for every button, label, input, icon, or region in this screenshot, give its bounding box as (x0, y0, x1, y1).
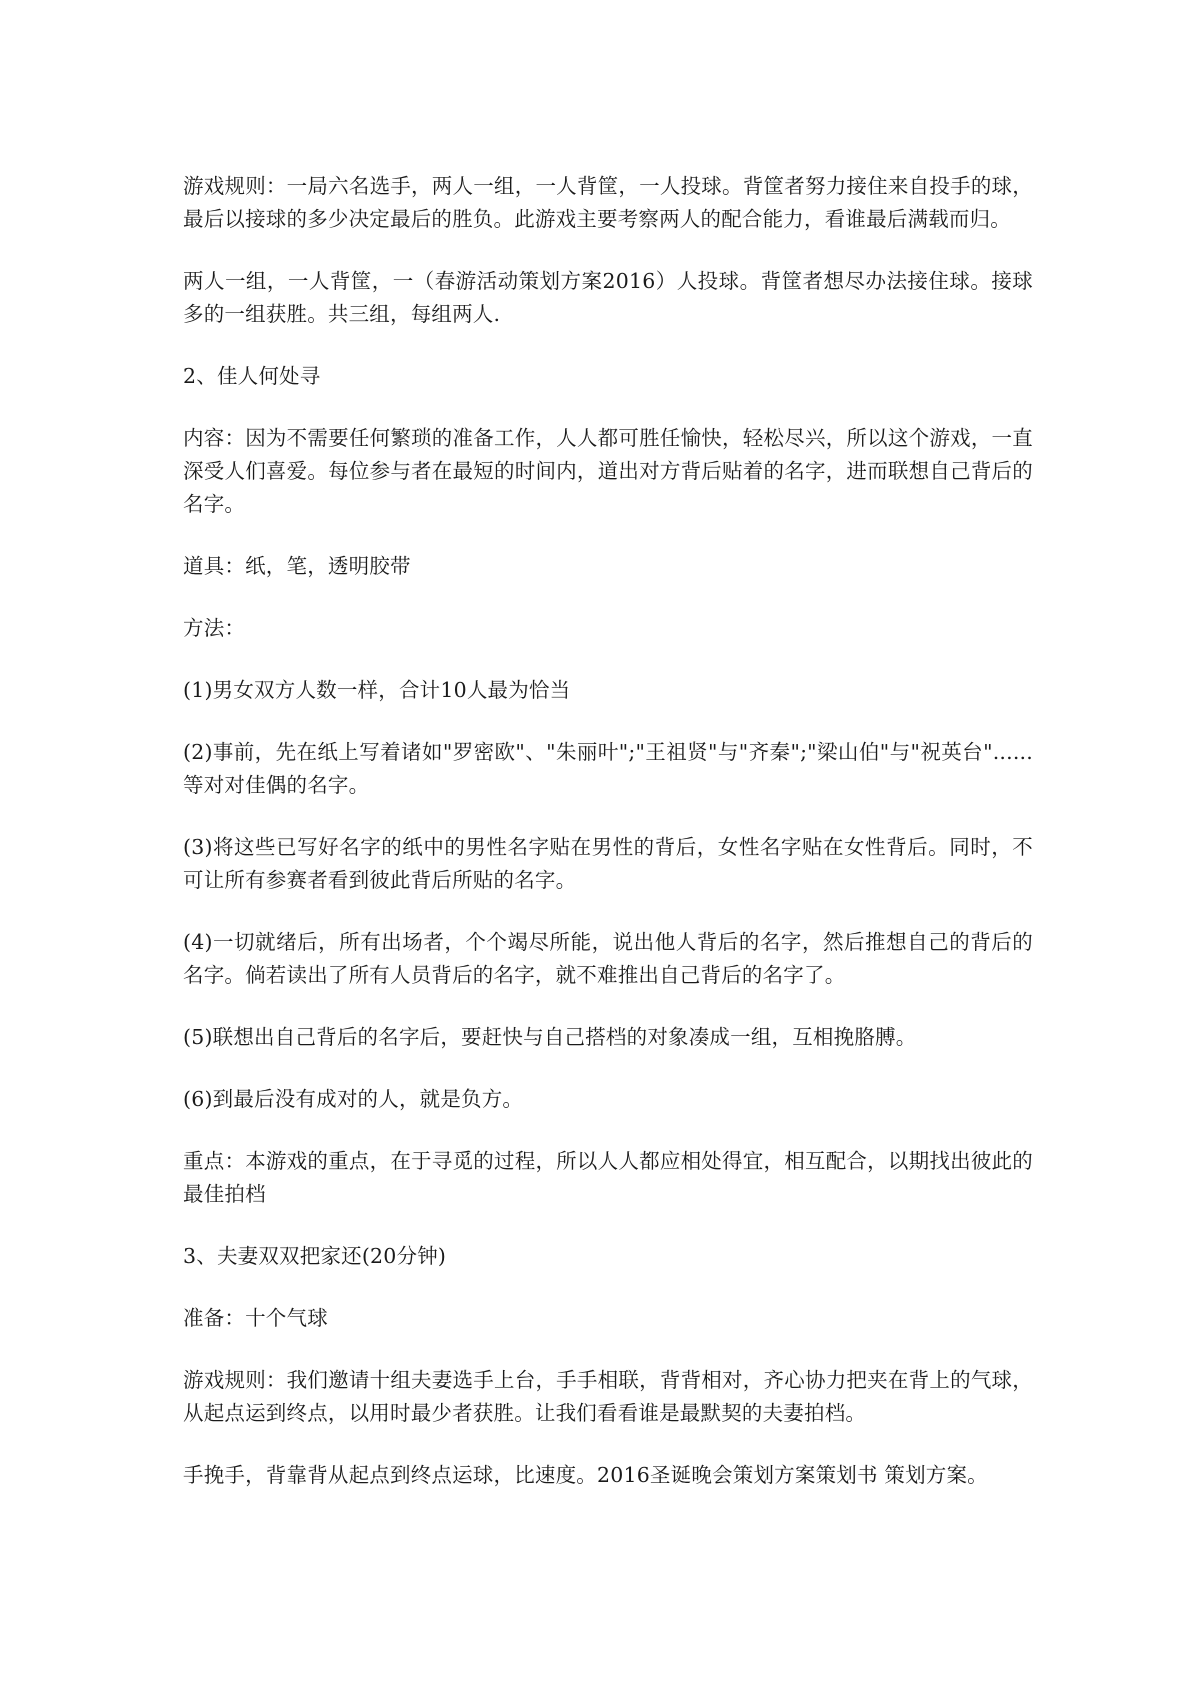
paragraph-game-rules-1: 游戏规则：一局六名选手，两人一组，一人背筐，一人投球。背筐者努力接住来自投手的球，最后以接球的多少决定最后的胜负。此游戏主要考察两人的配合能力，看谁最后满载而归。 (183, 174, 1033, 231)
paragraph-props: 道具：纸，笔，透明胶带 (183, 554, 411, 578)
method-step-6: (6)到最后没有成对的人，就是负方。 (183, 1087, 524, 1111)
method-step-3: (3)将这些已写好名字的纸中的男性名字贴在男性的背后，女性名字贴在女性背后。同时，不可让所有参赛者看到彼此背后所贴的名字。 (183, 835, 1033, 892)
paragraph-game-rules-3: 游戏规则：我们邀请十组夫妻选手上台，手手相联，背背相对，齐心协力把夹在背上的气球，从起点运到终点，以用时最少者获胜。让我们看看谁是最默契的夫妻拍档。 (183, 1368, 1033, 1425)
paragraph-closing: 手挽手，背靠背从起点到终点运球，比速度。2016圣诞晚会策划方案策划书 策划方案。 (183, 1463, 988, 1487)
document-body (183, 170, 1033, 1492)
paragraph-key-point: 重点：本游戏的重点，在于寻觅的过程，所以人人都应相处得宜，相互配合，以期找出彼此的最佳拍档 (183, 1149, 1033, 1206)
method-step-4: (4)一切就绪后，所有出场者，个个竭尽所能，说出他人背后的名字，然后推想自己的背后的名字。倘若读出了所有人员背后的名字，就不难推出自己背后的名字了。 (183, 930, 1033, 987)
paragraph-method-label: 方法： (183, 616, 246, 640)
paragraph-content: 内容：因为不需要任何繁琐的准备工作，人人都可胜任愉快，轻松尽兴，所以这个游戏，一直深受人们喜爱。每位参与者在最短的时间内，道出对方背后贴着的名字，进而联想自己背后的名字。 (183, 426, 1033, 516)
paragraph-preparation: 准备：十个气球 (183, 1306, 328, 1330)
section-heading-3: 3、夫妻双双把家还(20分钟) (183, 1244, 447, 1268)
paragraph-game-rules-2: 两人一组，一人背筐，一（春游活动策划方案2016）人投球。背筐者想尽办法接住球。接球多的一组获胜。共三组，每组两人. (183, 269, 1033, 326)
section-heading-2: 2、佳人何处寻 (183, 364, 321, 388)
method-step-1: (1)男女双方人数一样，合计10人最为恰当 (183, 678, 571, 702)
method-step-5: (5)联想出自己背后的名字后，要赶快与自己搭档的对象凑成一组，互相挽胳膊。 (183, 1025, 917, 1049)
method-step-2: (2)事前，先在纸上写着诸如"罗密欧"、"朱丽叶";"王祖贤"与"齐秦";"梁山伯"与"祝英台"......等对对佳偶的名字。 (183, 740, 1033, 797)
